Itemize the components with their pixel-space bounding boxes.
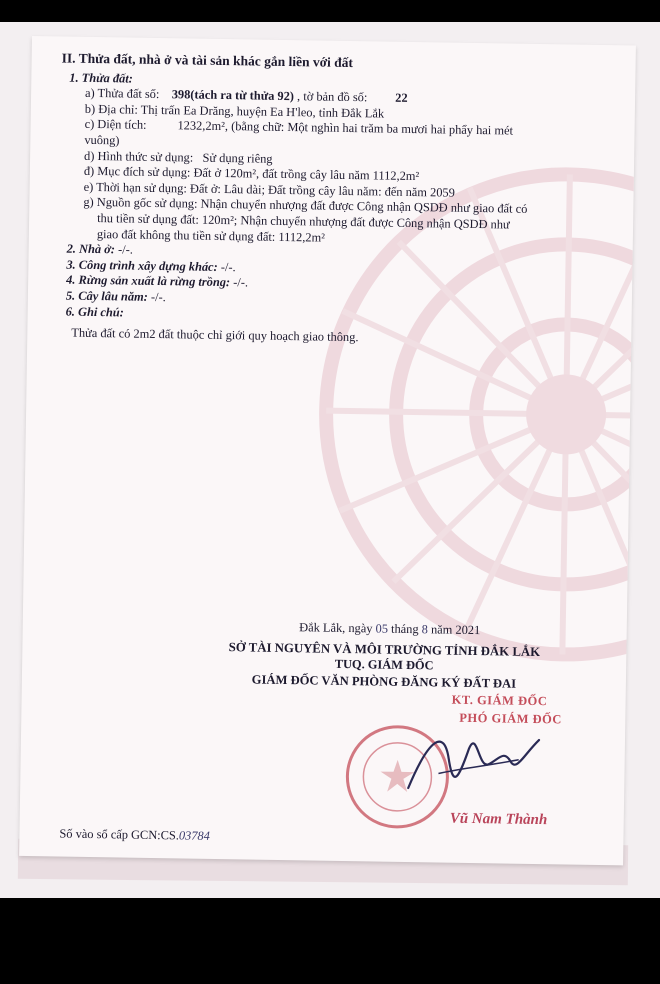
map-label: , tờ bản đồ số:	[297, 89, 368, 105]
document-photo	[0, 22, 660, 898]
land-heading: 1. Thửa đất:	[69, 70, 133, 86]
origin-line-3: giao đất không thu tiền sử dụng đất: 1112,2m²	[96, 226, 326, 245]
office-director-title: GIÁM ĐỐC VĂN PHÒNG ĐĂNG KÝ ĐẤT ĐAI	[251, 672, 517, 691]
issuing-department: SỞ TÀI NGUYÊN VÀ MÔI TRƯỜNG TỈNH ĐẮK LẮK	[228, 640, 541, 660]
house-heading: 2. Nhà ở:	[66, 241, 116, 257]
date-month-label: tháng	[390, 621, 419, 637]
notes-heading: 6. Ghi chú:	[65, 304, 124, 319]
use-form-label: d) Hình thức sử dụng:	[84, 148, 194, 165]
kt-director-stamp: KT. GIÁM ĐỐC	[451, 692, 548, 709]
perennial-value: -/-.	[150, 289, 166, 305]
area-value: 1232,2m², (bằng chữ: Một nghìn hai trăm ba mươi hai phẩy hai mét	[177, 118, 514, 138]
handwritten-signature-icon	[398, 718, 549, 800]
forest-heading: 4. Rừng sản xuất là rừng trồng:	[66, 272, 231, 290]
signature-block	[22, 616, 627, 693]
registry-number	[59, 827, 210, 844]
purpose-value: Đất ở 120m², đất trồng cây lâu năm 1112,2m²	[193, 165, 420, 184]
address-label: b) Địa chỉ:	[84, 101, 138, 117]
perennial-heading: 5. Cây lâu năm:	[65, 288, 148, 304]
deputy-director-stamp: PHÓ GIÁM ĐỐC	[459, 710, 562, 727]
document-body	[57, 50, 625, 350]
origin-label: g) Nguồn gốc sử dụng:	[83, 195, 198, 211]
area-label: c) Diện tích:	[84, 117, 147, 133]
parcel-value: 398(tách ra từ thửa 92)	[171, 87, 295, 104]
parcel-label: a) Thửa đất số:	[85, 86, 160, 102]
section-title: II. Thửa đất, nhà ở và tài sản khác gắn liền với đất	[61, 50, 354, 71]
notes-text: Thửa đất có 2m2 đất thuộc chỉ giới quy hoạch giao thông.	[71, 325, 359, 345]
map-value: 22	[395, 90, 408, 106]
address-value: Thị trấn Ea Drăng, huyện Ea H'leo, tỉnh Đắk Lắk	[140, 102, 385, 121]
term-value: Đất ở: Lâu dài; Đất trồng cây lâu năm: đến năm 2059	[189, 181, 455, 200]
registry-value: 03784	[178, 828, 210, 843]
purpose-label: đ) Mục đích sử dụng:	[83, 163, 191, 180]
date-month: 8	[421, 622, 429, 637]
date-year: năm 2021	[430, 622, 481, 638]
term-label: e) Thời hạn sử dụng:	[83, 179, 187, 196]
house-value: -/-.	[117, 242, 133, 257]
registry-label: Số vào sổ cấp GCN:CS.	[59, 826, 180, 843]
forest-value: -/-.	[233, 275, 249, 290]
tuq-title: TUQ. GIÁM ĐỐC	[334, 656, 434, 673]
signer-name: Vũ Nam Thành	[449, 810, 548, 829]
other-works-value: -/-.	[220, 259, 236, 274]
date-day: 05	[375, 621, 389, 636]
date-place: Đắk Lắk, ngày	[299, 620, 373, 636]
origin-line-2: thu tiền sử dụng đất: 120m²; Nhận chuyển nhượng đất được Công nhận QSDĐ như	[97, 210, 510, 232]
certificate-page	[19, 36, 636, 865]
origin-value: Nhận chuyển nhượng đất được Công nhận QSDĐ như giao đất có	[200, 197, 528, 217]
area-cont: vuông)	[84, 132, 120, 148]
other-works-heading: 3. Công trình xây dựng khác:	[66, 257, 218, 274]
use-form-value: Sử dụng riêng	[202, 150, 273, 166]
